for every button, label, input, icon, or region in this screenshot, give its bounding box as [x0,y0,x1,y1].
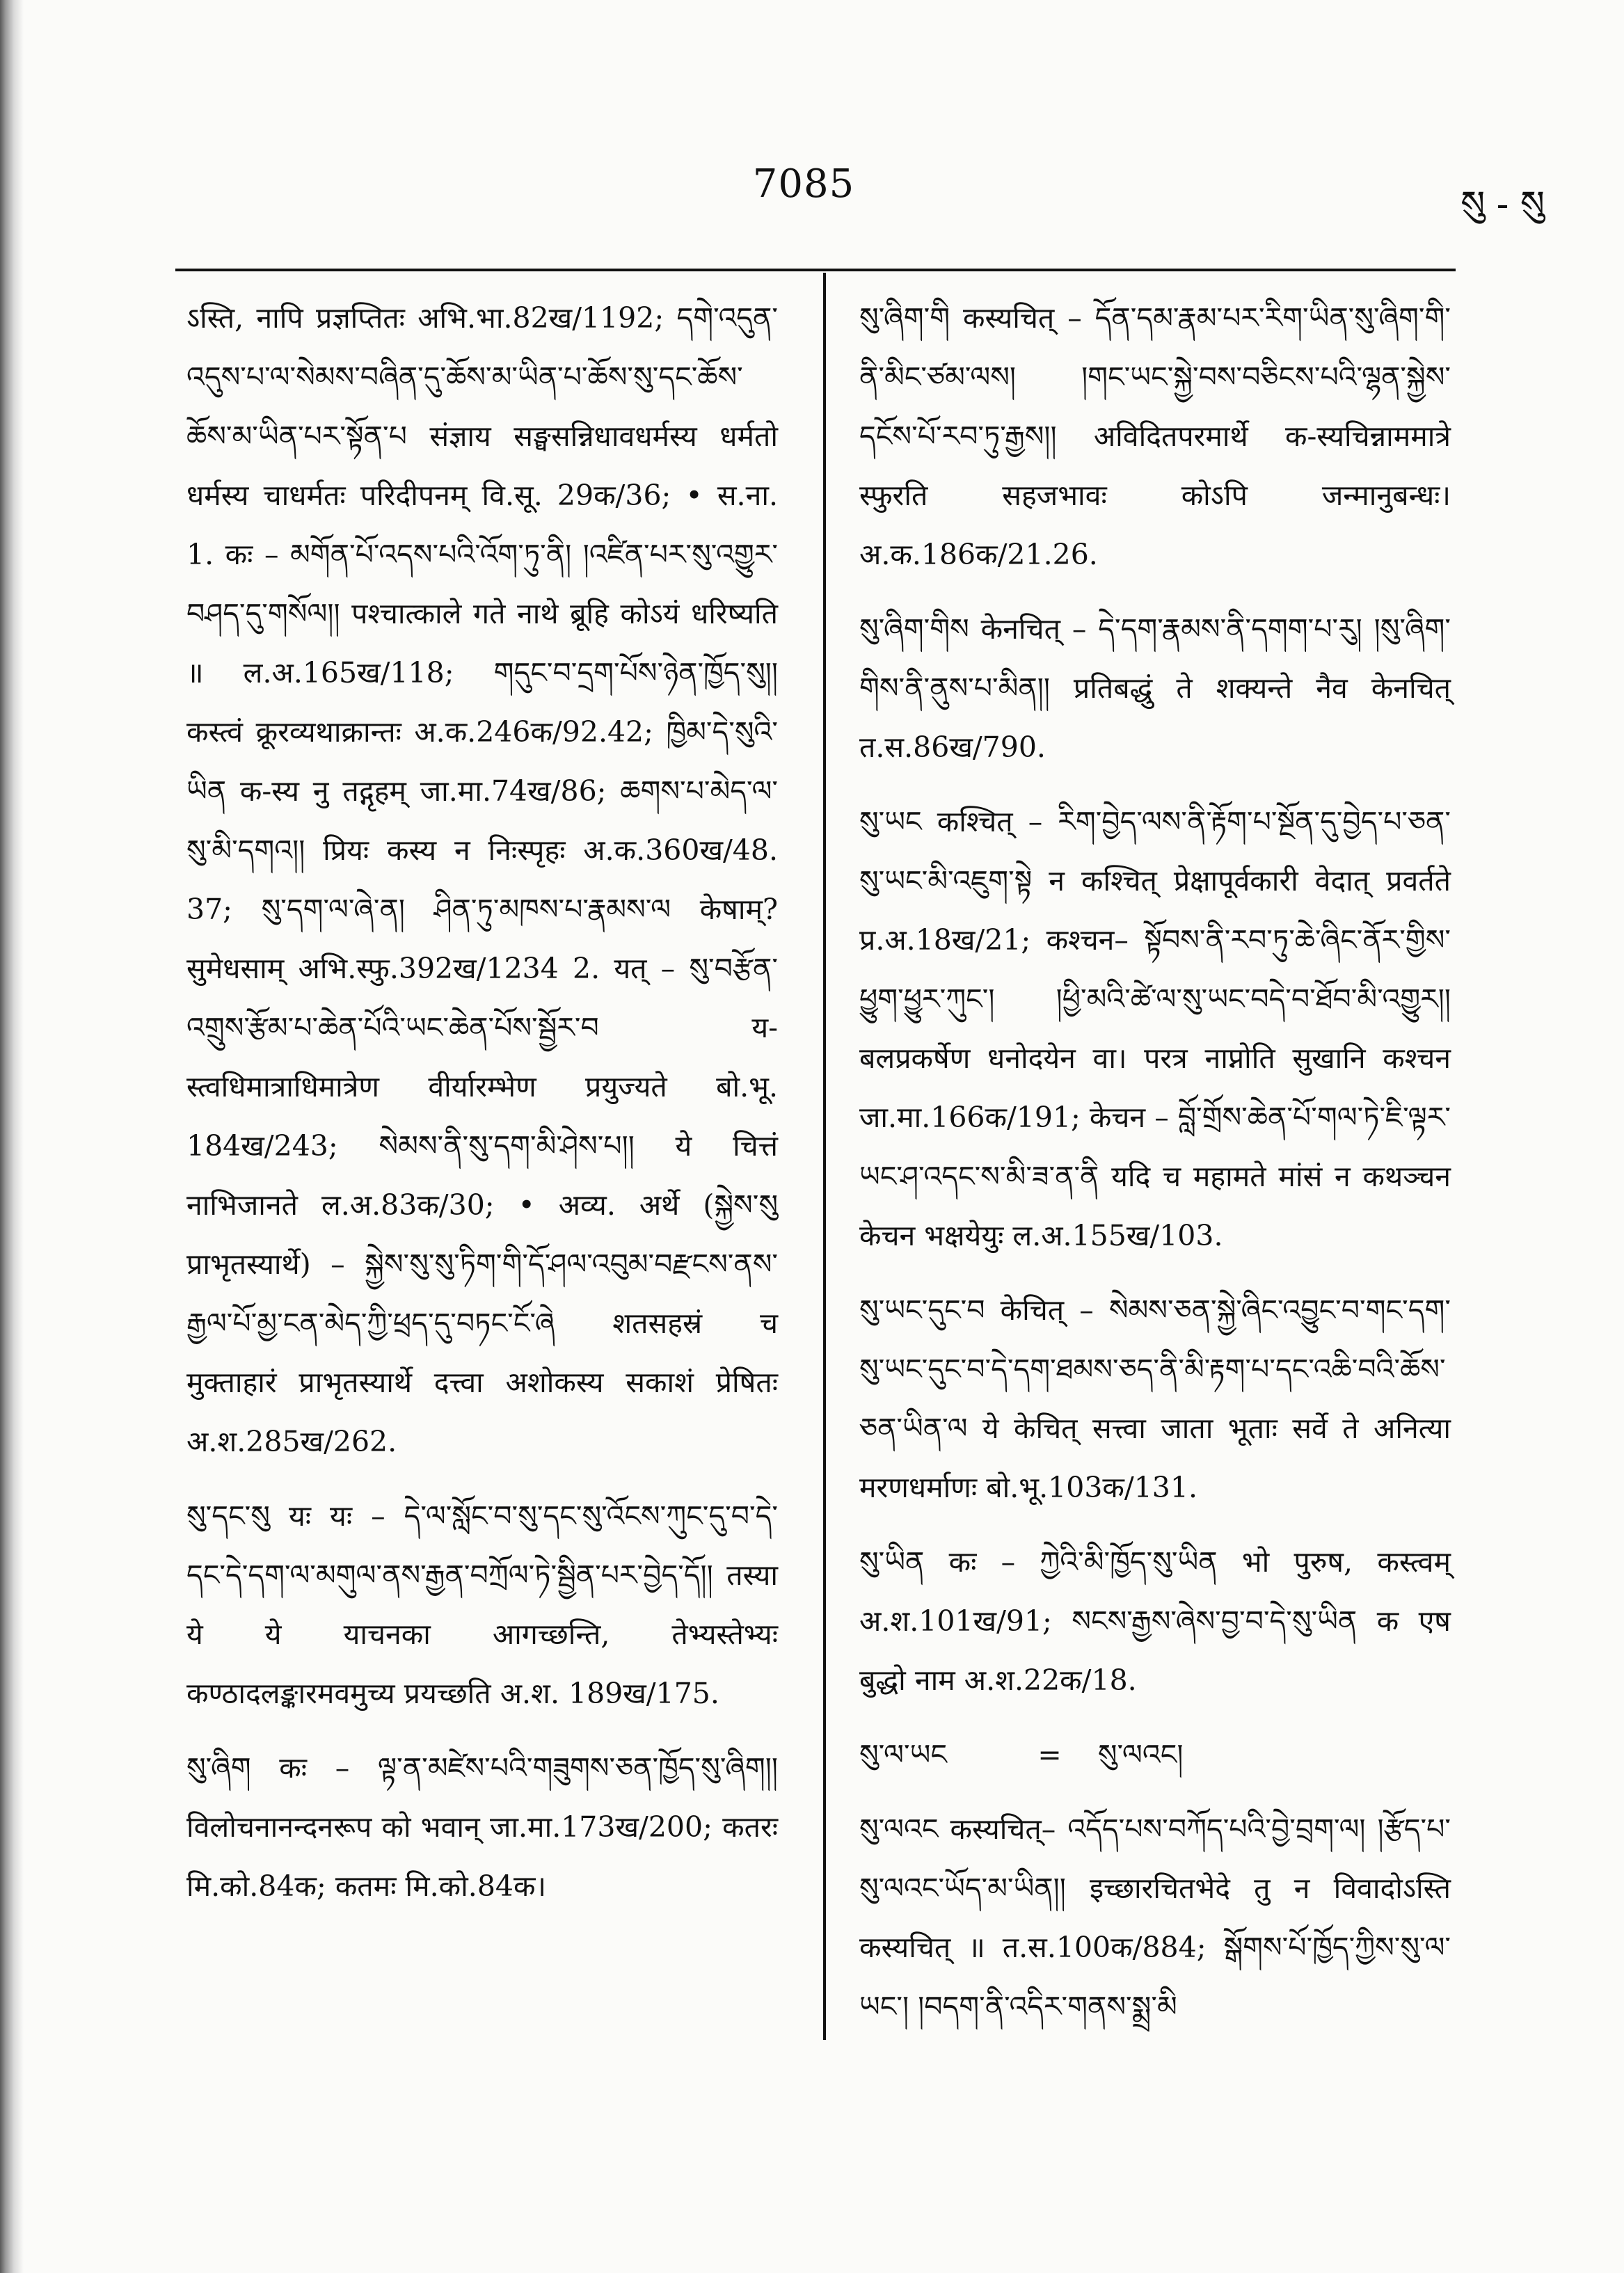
left-column [186,289,778,1916]
crossref-headword: སུ་ལ་ཡང [859,1738,947,1771]
entry-paragraph: སུ་ཡིན कः – ཀྱེའི་མི་ཁྱོད་སུ་ཡིན भो पुरुष, कस्त्वम् अ.श.101ख/91; སངས་རྒྱས་ཞེས་བྱ་བ་དེ་སུ་ཡིན क एष बुद्धो नाम अ.श.22क/18. [859,1545,1451,1697]
cross-reference-entry [859,1725,1451,1785]
entry-paragraph: ऽस्ति, नापि प्रज्ञप्तितः अभि.भा.82ख/1192; དགེ་འདུན་འདུས་པ་ལ་སེམས་བཞིན་དུ་ཆོས་མ་ཡིན་པ་ཆོས་སུ་དང་ཆོས་ཆོས་མ་ཡིན་པར་སྟོན་པ संज्ञाय सङ्घसन्निधावधर्मस्य धर्मतो धर्मस्य चाधर्मतः परिदीपनम् वि.सू. 29क/36; • स.ना. 1. कः – མགོན་པོ་འདས་པའི་འོག་ཏུ་ནི། །འཛིན་པར་སུ་འགྱུར་བཤད་དུ་གསོལ།། पश्चात्काले गते नाथे ब्रूहि कोऽयं धरिष्यति ॥ ल.अ.165ख/118; གདུང་བ་དྲག་པོས་ཉེན་ཁྱོད་སུ།། कस्त्वं क्रूरव्यथाक्रान्तः अ.क.246क/92.42; ཁྱིམ་དེ་སུའི་ཡིན क-स्य नु तद्गृहम् जा.मा.74ख/86; ཆགས་པ་མེད་ལ་སུ་མི་དགའ།། प्रियः कस्य न निःस्पृहः अ.क.360ख/48. 37; སུ་དག་ལ་ཞེ་ན། ཤིན་ཏུ་མཁས་པ་རྣམས་ལ केषाम्? सुमेधसाम् अभि.स्फु.392ख/1234 2. यत् – སུ་བརྩོན་འགྲུས་རྩོམ་པ་ཆེན་པོའི་ཡང་ཆེན་པོས་སྦྱོར་བ य-स्त्वधिमात्राधिमात्रेण वीर्यारम्भेण प्रयुज्यते बो.भू. 184ख/243; སེམས་ནི་སུ་དག་མི་ཤེས་པ།། ये चित्तं नाभिजानते ल.अ.83क/30; • अव्य. अर्थे (སྐྱེས་སུ प्राभृतस्यार्थे) – སྐྱེས་སུ་སུ་ཏིག་གི་དོ་ཤལ་འབུམ་བརྫངས་ནས་རྒྱལ་པོ་མྱ་ངན་མེད་ཀྱི་ཕྲད་དུ་བཏང་ངོ་ཞེ शतसहस्रं च मुक्ताहारं प्राभृतस्यार्थे दत्त्वा अशोकस्य सकाशं प्रेषितः अ.श.285ख/262. [186,301,778,1458]
right-column [859,289,1451,2036]
crossref-equals: = [1037,1738,1062,1771]
page-edge-shadow [0,0,24,2273]
entry-paragraph: སུ་ལའང कस्यचित्– འདོད་པས་བཀོད་པའི་བྱེ་བྲག་ལ། །རྩོད་པ་སུ་ལའང་ཡོད་མ་ཡིན།། इच्छारचितभेदे तु न विवादोऽस्ति कस्यचित् ॥ त.स.100क/884; སྒོགས་པོ་ཁྱོད་ཀྱིས་སུ་ལ་ཡང་། །བདག་ནི་འདིར་གནས་སྨྲ་མི [859,1812,1451,2023]
column-divider [823,273,826,2040]
header-rule [175,269,1456,271]
entry-paragraph: སུ་ཡང་དུང་བ केचित् – སེམས་ཅན་སྐྱེ་ཞིང་འབྱུང་བ་གང་དག་སུ་ཡང་དུང་བ་དེ་དག་ཐམས་ཅད་ནི་མི་རྟག་པ་དང་འཆི་བའི་ཆོས་ཅན་ཡིན་ལ ये केचित् सत्त्वा जाता भूताः सर्वे ते अनित्या मरणधर्माणः बो.भू.103क/131. [859,1293,1451,1504]
entry-paragraph: སུ་ཡང कश्चित् – རིག་བྱེད་ལས་ནི་རྟོག་པ་སྔོན་དུ་བྱེད་པ་ཅན་སུ་ཡང་མི་འཇུག་སྟེ न कश्चित् प्रेक्षापूर्वकारी वेदात् प्रवर्तते प्र.अ.18ख/21; कश्चन– སྟོབས་ནི་རབ་ཏུ་ཆེ་ཞིང་ནོར་གྱིས་ཕྱུག་ཕྱུར་ཀུང་། །ཕྱི་མའི་ཚེ་ལ་སུ་ཡང་བདེ་བ་ཐོབ་མི་འགྱུར།། बलप्रकर्षेण धनोदयेन वा। परत्र नाप्नोति सुखानि कश्चन जा.मा.166क/191; केचन – བློ་གྲོས་ཆེན་པོ་གལ་ཏེ་ཇི་ལྟར་ཡང་ཤ་འདང་ས་མི་ཟ་ན་ནི यदि च महामते मांसं न कथञ्चन केचन भक्षयेयुः ल.अ.155ख/103. [859,805,1451,1252]
crossref-target: སུ་ལའང། [1097,1738,1184,1771]
entry-paragraph: སུ་ཞིག कः – ལྟ་ན་མཛེས་པའི་གཟུགས་ཅན་ཁྱོད་སུ་ཞིག།། विलोचनानन्दनरूप को भवान् जा.मा.173ख/200; कतरः मि.को.84क; कतमः मि.को.84क। [186,1751,778,1903]
entry-paragraph: སུ་ཞིག་གིས केनचित् – དེ་དག་རྣམས་ནི་དགག་པ་རུ། །སུ་ཞིག་གིས་ནི་ནུས་པ་མིན།། प्रतिबद्धुं ते शक्यन्ते नैव केनचित् त.स.86ख/790. [859,612,1451,764]
entry-paragraph: སུ་དང་སུ यः यः – དེ་ལ་སློང་བ་སུ་དང་སུ་འོངས་ཀུང་དུ་བ་དེ་དང་དེ་དག་ལ་མགུལ་ནས་རྒྱན་བཀྲོལ་ཏེ་སྦྱིན་པར་བྱེད་དོ།། तस्या ये ये याचनका आगच्छन्ति, तेभ्यस्तेभ्यः कण्ठादलङ्कारमवमुच्य प्रयच्छति अ.श. 189ख/175. [186,1499,778,1710]
entry-paragraph: སུ་ཞིག་གི कस्यचित् – དོན་དམ་རྣམ་པར་རིག་ཡིན་སུ་ཞིག་གི་ནི་མིང་ཙམ་ལས། །གང་ཡང་སྐྱེ་བས་བཅིངས་པའི་ལྷན་སྐྱེས་དངོས་པོ་རབ་ཏུ་རྒྱས།། अविदितपरमार्थे क-स्यचिन्नाममात्रे स्फुरति सहजभावः कोऽपि जन्मानुबन्धः। अ.क.186क/21.26. [859,301,1451,571]
running-head: སུ - སུ [1460,184,1545,225]
page-number: 7085 [752,161,855,207]
